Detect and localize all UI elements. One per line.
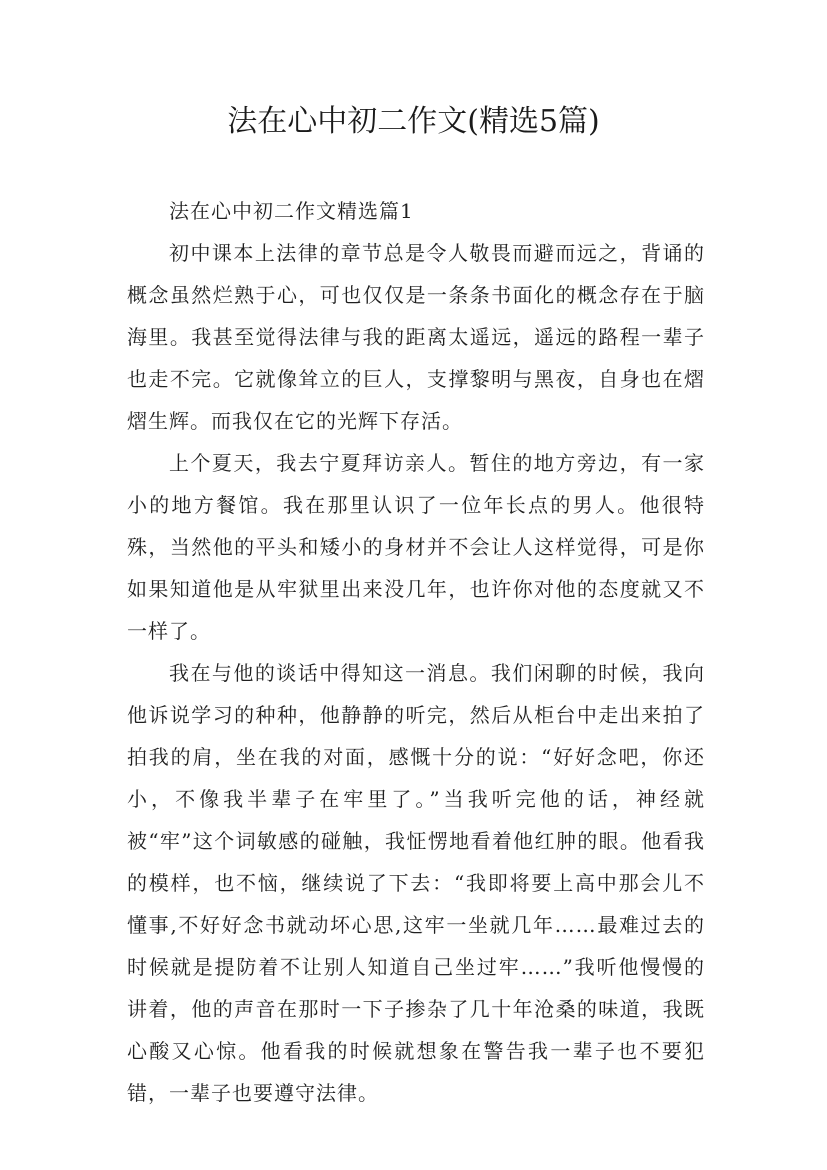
document-title: 法在心中初二作文(精选5篇) [227, 104, 600, 139]
document-body [127, 190, 705, 1114]
section-heading: 法在心中初二作文精选篇1 [169, 199, 414, 223]
paragraph-3: 我在与他的谈话中得知这一消息。我们闲聊的时候，我向他诉说学习的种种，他静静的听完，然后从柜台中走出来拍了拍我的肩，坐在我的对面，感慨十分的说：“好好念吧，你还小，不像我半辈子在牢里了。”当我听完他的话，神经就被“牢”这个词敏感的碰触，我怔愣地看着他红肿的眼。他看我的模样，也不恼，继续说了下去：“我即将要上高中那会儿不懂事,不好好念书就动坏心思,这牢一坐就几年……最难过去的时候就是提防着不让别人知道自己坐过牢……”我听他慢慢的讲着，他的声音在那时一下子掺杂了几十年沧桑的味道，我既心酸又心惊。他看我的时候就想象在警告我一辈子也不要犯错，一辈子也要遵守法律。 [127, 661, 705, 1105]
paragraph-1: 初中课本上法律的章节总是令人敬畏而避而远之，背诵的概念虽然烂熟于心，可也仅仅是一条条书面化的概念存在于脑海里。我甚至觉得法律与我的距离太遥远，遥远的路程一辈子也走不完。它就像耸立的巨人，支撑黎明与黑夜，自身也在熠熠生辉。而我仅在它的光辉下存活。 [127, 241, 705, 433]
paragraph-2: 上个夏天，我去宁夏拜访亲人。暂住的地方旁边，有一家小的地方餐馆。我在那里认识了一位年长点的男人。他很特殊，当然他的平头和矮小的身材并不会让人这样觉得，可是你如果知道他是从牢狱里出来没几年，也许你对他的态度就又不一样了。 [127, 451, 705, 643]
